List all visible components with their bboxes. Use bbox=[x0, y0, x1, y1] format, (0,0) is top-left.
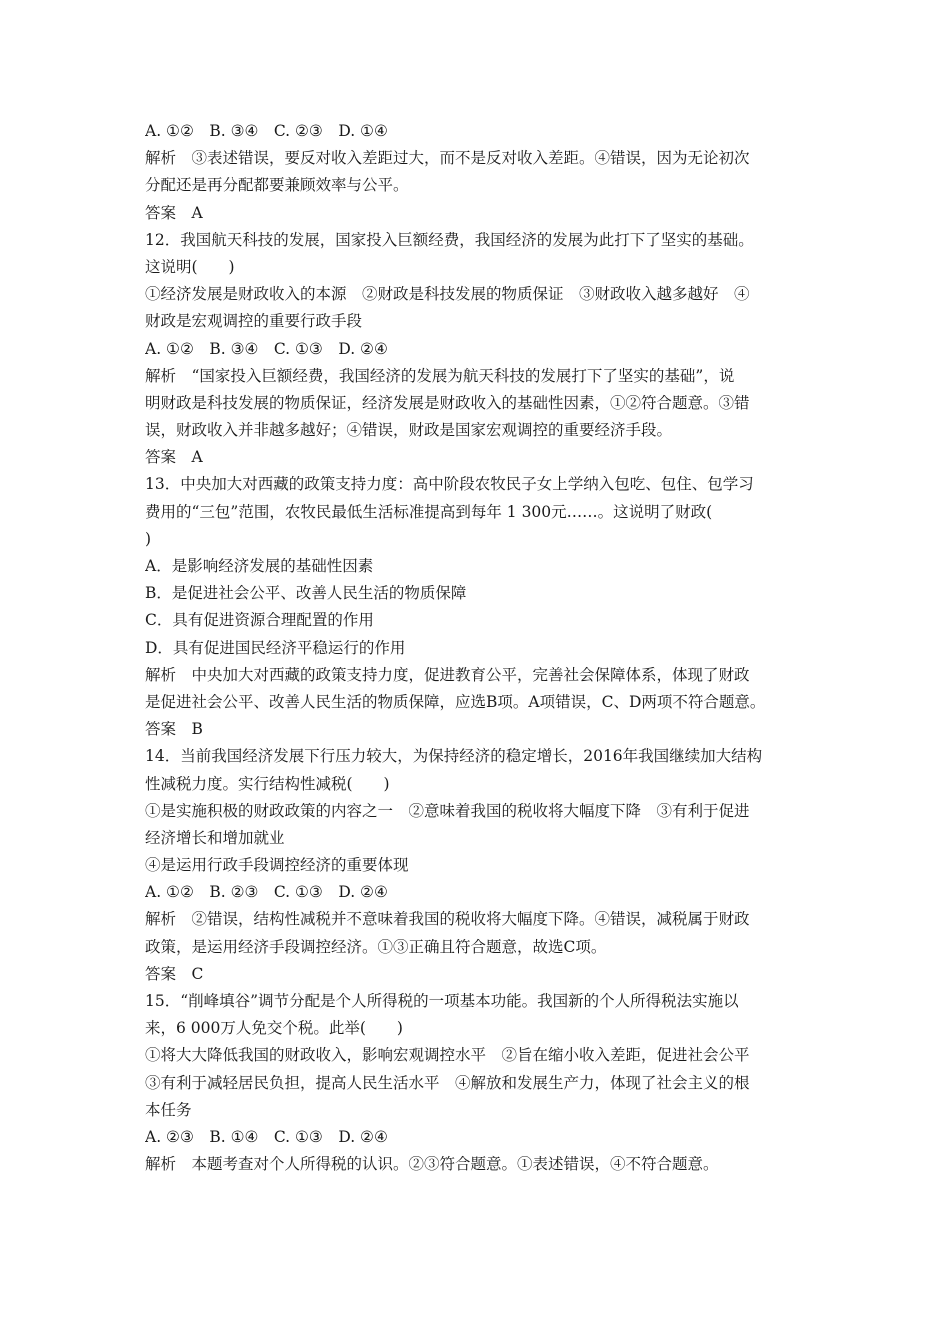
text-line: 解析 ②错误，结构性减税并不意味着我国的税收将大幅度下降。④错误，减税属于财政 bbox=[145, 910, 750, 929]
text-line: 这说明( ) bbox=[145, 257, 235, 276]
text-line: ) bbox=[145, 529, 152, 548]
text-line: 来，6 000万人免交个税。此举( ) bbox=[145, 1019, 403, 1038]
text-line: C．具有促进资源合理配置的作用 bbox=[145, 611, 374, 630]
text-line: 13．中央加大对西藏的政策支持力度：高中阶段农牧民子女上学纳入包吃、包住、包学习 bbox=[145, 475, 754, 494]
text-line: 解析 ③表述错误，要反对收入差距过大，而不是反对收入差距。④错误，因为无论初次 bbox=[145, 149, 750, 168]
text-line: 12．我国航天科技的发展，国家投入巨额经费，我国经济的发展为此打下了坚实的基础。 bbox=[145, 230, 754, 249]
text-line: A. ①② B. ③④ C. ①③ D. ②④ bbox=[145, 339, 388, 358]
text-line: 性减税力度。实行结构性减税( ) bbox=[145, 774, 390, 793]
text-line: 答案 C bbox=[145, 964, 204, 983]
text-line: ④是运用行政手段调控经济的重要体现 bbox=[145, 856, 409, 875]
text-line: 误，财政收入并非越多越好；④错误，财政是国家宏观调控的重要经济手段。 bbox=[145, 421, 673, 440]
text-line: ①是实施积极的财政政策的内容之一 ②意味着我国的税收将大幅度下降 ③有利于促进 bbox=[145, 801, 750, 820]
text-line: A. ①② B. ②③ C. ①③ D. ②④ bbox=[145, 883, 388, 902]
text-line: 答案 A bbox=[145, 448, 203, 467]
text-line: A. ②③ B. ①④ C. ①③ D. ②④ bbox=[145, 1127, 388, 1146]
text-line: 本任务 bbox=[145, 1100, 192, 1119]
text-line: 政策，是运用经济手段调控经济。①③正确且符合题意，故选C项。 bbox=[145, 937, 607, 956]
text-line: 答案 B bbox=[145, 720, 203, 739]
text-line: ①经济发展是财政收入的本源 ②财政是科技发展的物质保证 ③财政收入越多越好 ④ bbox=[145, 285, 750, 304]
text-line: 是促进社会公平、改善人民生活的物质保障，应选B项。A项错误，C、D两项不符合题意。 bbox=[145, 692, 766, 711]
text-line: 答案 A bbox=[145, 203, 203, 222]
text-line: 费用的“三包”范围，农牧民最低生活标准提高到每年 1 300元……。这说明了财政( bbox=[145, 502, 713, 521]
text-line: ③有利于减轻居民负担，提高人民生活水平 ④解放和发展生产力，体现了社会主义的根 bbox=[145, 1073, 750, 1092]
text-line: 经济增长和增加就业 bbox=[145, 828, 285, 847]
text-line: A．是影响经济发展的基础性因素 bbox=[145, 557, 374, 575]
text-line: 解析 “国家投入巨额经费，我国经济的发展为航天科技的发展打下了坚实的基础”，说 bbox=[145, 366, 735, 385]
text-line: 解析 中央加大对西藏的政策支持力度，促进教育公平，完善社会保障体系，体现了财政 bbox=[145, 665, 750, 684]
text-line: ①将大大降低我国的财政收入，影响宏观调控水平 ②旨在缩小收入差距，促进社会公平 bbox=[145, 1046, 750, 1065]
text-line: A. ①② B. ③④ C. ②③ D. ①④ bbox=[145, 122, 388, 140]
text-line: 财政是宏观调控的重要行政手段 bbox=[145, 312, 363, 331]
text-line: 14．当前我国经济发展下行压力较大，为保持经济的稳定增长，2016年我国继续加大结构 bbox=[145, 747, 763, 766]
text-line: 15．“削峰填谷”调节分配是个人所得税的一项基本功能。我国新的个人所得税法实施以 bbox=[145, 992, 739, 1010]
text-line: D．具有促进国民经济平稳运行的作用 bbox=[145, 638, 406, 657]
text-line: 明财政是科技发展的物质保证，经济发展是财政收入的基础性因素，①②符合题意。③错 bbox=[145, 393, 750, 412]
document-page bbox=[145, 118, 825, 1178]
text-line: 分配还是再分配都要兼顾效率与公平。 bbox=[145, 176, 409, 195]
text-line: 解析 本题考查对个人所得税的认识。②③符合题意。①表述错误，④不符合题意。 bbox=[145, 1155, 719, 1174]
text-line: B．是促进社会公平、改善人民生活的物质保障 bbox=[145, 584, 467, 603]
